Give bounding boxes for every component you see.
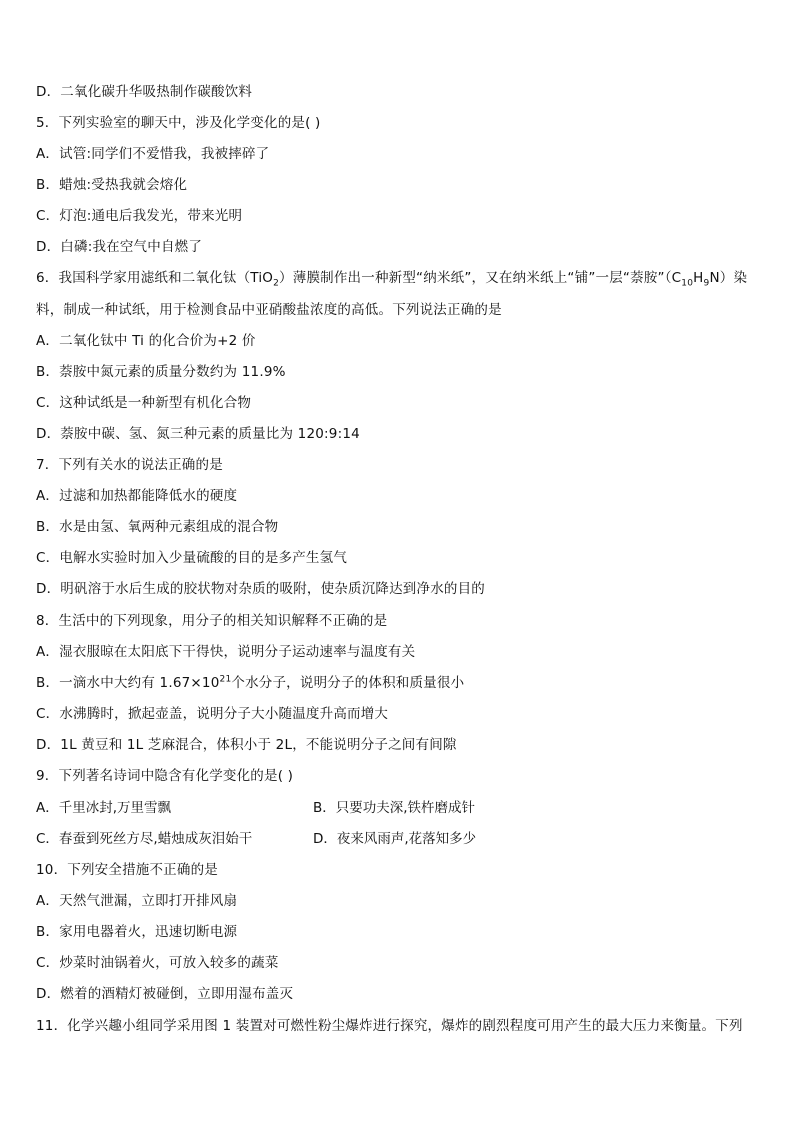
q10-option-d: D．燃着的酒精灯被碰倒，立即用湿布盖灭 [36, 986, 294, 1002]
q7-option-c: C．电解水实验时加入少量硫酸的目的是多产生氢气 [36, 550, 348, 566]
q9-option-a: A．千里冰封,万里雪飘 [36, 800, 172, 816]
q6-option-d: D．萘胺中碳、氢、氮三种元素的质量比为 120:9:14 [36, 426, 360, 442]
q8-option-d: D．1L 黄豆和 1L 芝麻混合，体积小于 2L，不能说明分子之间有间隙 [36, 737, 457, 753]
q5-stem: 5．下列实验室的聊天中，涉及化学变化的是( ) [36, 115, 321, 131]
q10-option-c: C．炒菜时油锅着火，可放入较多的蔬菜 [36, 955, 279, 971]
q9-options-row2 [36, 830, 776, 848]
q6-option-c: C．这种试纸是一种新型有机化合物 [36, 395, 252, 411]
q7-option-b: B．水是由氢、氧两种元素组成的混合物 [36, 519, 279, 535]
q5-option-b: B．蜡烛:受热我就会熔化 [36, 177, 188, 193]
q6-sub-10: 10 [681, 278, 694, 289]
q6-text-a: 6．我国科学家用滤纸和二氧化钛（TiO [36, 270, 274, 286]
q9-option-b: B．只要功夫深,铁杵磨成针 [313, 800, 476, 816]
q8-option-c: C．水沸腾时，掀起壶盖，说明分子大小随温度升高而增大 [36, 706, 389, 722]
q6-sub-9: 9 [703, 278, 710, 289]
q6-option-b: B．萘胺中氮元素的质量分数约为 11.9% [36, 364, 286, 380]
q7-option-d: D．明矾溶于水后生成的胶状物对杂质的吸附，使杂质沉降达到净水的目的 [36, 581, 485, 597]
q5-option-c: C．灯泡:通电后我发光，带来光明 [36, 208, 243, 224]
q8b-sup-21: 21 [219, 674, 232, 685]
q6-text-h: H [693, 270, 704, 286]
q5-option-a: A．试管:同学们不爱惜我，我被摔碎了 [36, 146, 270, 162]
q7-stem: 7．下列有关水的说法正确的是 [36, 457, 223, 473]
q6-stem-line2: 料，制成一种试纸，用于检测食品中亚硝酸盐浓度的高低。下列说法正确的是 [36, 302, 502, 318]
q8b-text-b: 个水分子，说明分子的体积和质量很小 [231, 675, 465, 691]
q6-text-c: N）染 [709, 270, 748, 286]
q6-text-b: ）薄膜制作出一种新型“纳米纸”，又在纳米纸上“铺”一层“萘胺”（C [279, 270, 682, 286]
q8-option-b [36, 674, 464, 692]
q4-option-d: D．二氧化碳升华吸热制作碳酸饮料 [36, 84, 253, 100]
q9-option-c: C．春蚕到死丝方尽,蜡烛成灰泪始干 [36, 831, 253, 847]
q7-option-a: A．过滤和加热都能降低水的硬度 [36, 488, 238, 504]
q6-stem-line1 [36, 269, 747, 287]
q9-option-d: D．夜来风雨声,花落知多少 [313, 831, 477, 847]
q9-options-row1 [36, 799, 776, 817]
q10-stem: 10．下列安全措施不正确的是 [36, 862, 218, 878]
q9-stem: 9．下列著名诗词中隐含有化学变化的是( ) [36, 768, 294, 784]
q6-sub-2: 2 [273, 278, 280, 289]
q10-option-b: B．家用电器着火，迅速切断电源 [36, 924, 238, 940]
q8-stem: 8．生活中的下列现象，用分子的相关知识解释不正确的是 [36, 613, 388, 629]
q8-option-a: A．湿衣服晾在太阳底下干得快，说明分子运动速率与温度有关 [36, 644, 416, 660]
q5-option-d: D．白磷:我在空气中自燃了 [36, 239, 203, 255]
q10-option-a: A．天然气泄漏，立即打开排风扇 [36, 893, 238, 909]
q11-stem: 11．化学兴趣小组同学采用图 1 装置对可燃性粉尘爆炸进行探究，爆炸的剧烈程度可用产生的最大压力来衡量。下列 [36, 1018, 743, 1034]
q6-option-a: A．二氧化钛中 Ti 的化合价为+2 价 [36, 333, 256, 349]
q8b-text-a: B．一滴水中大约有 1.67×10 [36, 675, 220, 691]
